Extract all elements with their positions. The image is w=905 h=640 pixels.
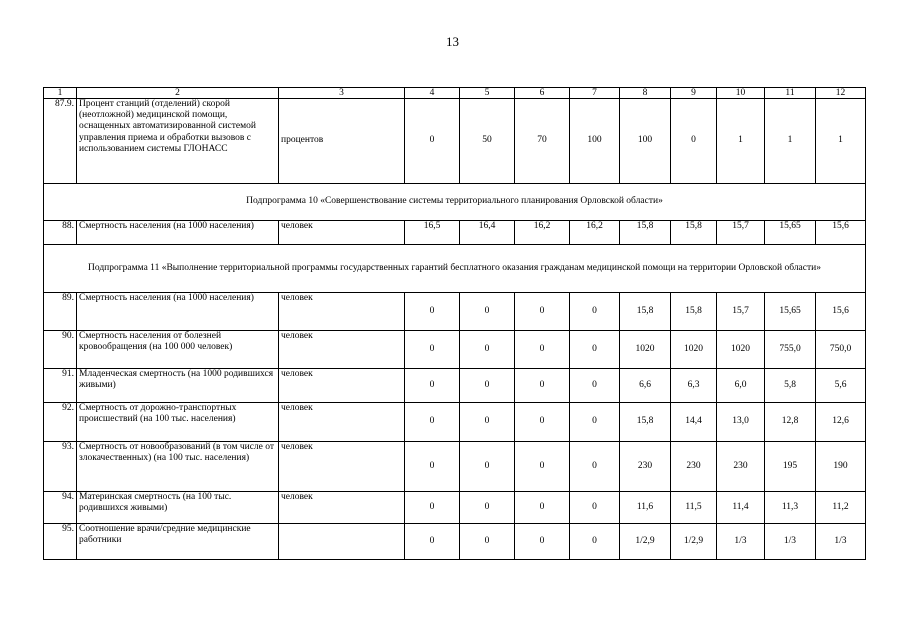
value-cell: 1/3 <box>765 524 816 560</box>
column-header: 3 <box>279 88 405 99</box>
value-cell: 11,5 <box>671 492 717 524</box>
indicator-name: Смертность от дорожно-транспортных происшествий (на 100 тыс. населения) <box>77 403 279 442</box>
value-cell: 1/3 <box>717 524 765 560</box>
table-row <box>44 403 866 442</box>
column-header: 10 <box>717 88 765 99</box>
value-cell: 12,6 <box>816 403 866 442</box>
value-cell: 15,65 <box>765 221 816 245</box>
indicators-table <box>43 87 866 560</box>
value-cell: 15,65 <box>765 293 816 331</box>
indicator-name: Процент станций (отделений) скорой (неотложной) медицинской помощи, оснащенных автоматизированной системой управления приема и обработки вызовов с использованием системы ГЛОНАСС <box>77 99 279 184</box>
value-cell: 15,8 <box>620 403 671 442</box>
value-cell: 230 <box>717 442 765 492</box>
value-cell: 230 <box>620 442 671 492</box>
value-cell: 0 <box>405 293 460 331</box>
row-number: 87.9. <box>44 99 77 184</box>
value-cell: 0 <box>405 442 460 492</box>
value-cell: 15,6 <box>816 221 866 245</box>
value-cell: 16,4 <box>460 221 515 245</box>
value-cell: 0 <box>515 369 570 403</box>
unit-cell: человек <box>279 442 405 492</box>
value-cell: 0 <box>405 492 460 524</box>
column-header: 7 <box>570 88 620 99</box>
column-header: 6 <box>515 88 570 99</box>
table-row <box>44 524 866 560</box>
value-cell: 6,0 <box>717 369 765 403</box>
value-cell: 15,6 <box>816 293 866 331</box>
value-cell: 1/2,9 <box>671 524 717 560</box>
value-cell: 1/2,9 <box>620 524 671 560</box>
value-cell: 0 <box>570 403 620 442</box>
column-header: 8 <box>620 88 671 99</box>
value-cell: 0 <box>460 524 515 560</box>
value-cell: 6,6 <box>620 369 671 403</box>
value-cell: 5,8 <box>765 369 816 403</box>
value-cell: 0 <box>405 99 460 184</box>
unit-cell: человек <box>279 331 405 369</box>
value-cell: 0 <box>460 293 515 331</box>
indicator-name: Смертность населения от болезней кровообращения (на 100 000 человек) <box>77 331 279 369</box>
value-cell: 5,6 <box>816 369 866 403</box>
value-cell: 0 <box>570 524 620 560</box>
table-row <box>44 442 866 492</box>
value-cell: 0 <box>515 524 570 560</box>
column-header: 9 <box>671 88 717 99</box>
value-cell: 0 <box>460 331 515 369</box>
value-cell: 11,6 <box>620 492 671 524</box>
table-row <box>44 331 866 369</box>
value-cell: 0 <box>570 331 620 369</box>
value-cell: 1 <box>816 99 866 184</box>
indicator-name: Смертность от новообразований (в том числе от злокачественных) (на 100 тыс. населения) <box>77 442 279 492</box>
value-cell: 100 <box>570 99 620 184</box>
indicator-name: Смертность населения (на 1000 населения) <box>77 293 279 331</box>
value-cell: 0 <box>460 442 515 492</box>
subprogram-row <box>44 184 866 221</box>
value-cell: 0 <box>515 331 570 369</box>
value-cell: 0 <box>405 524 460 560</box>
subprogram-row <box>44 245 866 293</box>
value-cell: 70 <box>515 99 570 184</box>
column-header: 1 <box>44 88 77 99</box>
value-cell: 12,8 <box>765 403 816 442</box>
value-cell: 0 <box>515 403 570 442</box>
column-header: 12 <box>816 88 866 99</box>
unit-cell <box>279 524 405 560</box>
unit-cell: человек <box>279 369 405 403</box>
row-number: 93. <box>44 442 77 492</box>
value-cell: 15,7 <box>717 221 765 245</box>
value-cell: 11,3 <box>765 492 816 524</box>
value-cell: 190 <box>816 442 866 492</box>
value-cell: 15,8 <box>671 221 717 245</box>
value-cell: 6,3 <box>671 369 717 403</box>
indicator-name: Соотношение врачи/средние медицинские работники <box>77 524 279 560</box>
subprogram-heading: Подпрограмма 10 «Совершенствование системы территориального планирования Орловской области» <box>44 184 866 221</box>
table-row <box>44 492 866 524</box>
table-header-row <box>44 88 866 99</box>
unit-cell: человек <box>279 492 405 524</box>
value-cell: 755,0 <box>765 331 816 369</box>
indicator-name: Младенческая смертность (на 1000 родившихся живыми) <box>77 369 279 403</box>
value-cell: 15,7 <box>717 293 765 331</box>
value-cell: 0 <box>515 293 570 331</box>
value-cell: 0 <box>570 492 620 524</box>
table-row <box>44 99 866 184</box>
row-number: 95. <box>44 524 77 560</box>
unit-cell: человек <box>279 403 405 442</box>
value-cell: 1 <box>765 99 816 184</box>
indicator-name: Материнская смертность (на 100 тыс. родившихся живыми) <box>77 492 279 524</box>
value-cell: 15,8 <box>671 293 717 331</box>
value-cell: 15,8 <box>620 293 671 331</box>
table-row <box>44 369 866 403</box>
value-cell: 1/3 <box>816 524 866 560</box>
row-number: 89. <box>44 293 77 331</box>
page-number: 13 <box>446 34 459 49</box>
unit-cell: человек <box>279 221 405 245</box>
value-cell: 0 <box>515 442 570 492</box>
value-cell: 0 <box>460 492 515 524</box>
row-number: 90. <box>44 331 77 369</box>
value-cell: 1020 <box>671 331 717 369</box>
unit-cell: человек <box>279 293 405 331</box>
value-cell: 750,0 <box>816 331 866 369</box>
value-cell: 15,8 <box>620 221 671 245</box>
unit-cell: процентов <box>279 99 405 184</box>
value-cell: 16,5 <box>405 221 460 245</box>
value-cell: 50 <box>460 99 515 184</box>
column-header: 4 <box>405 88 460 99</box>
value-cell: 1020 <box>717 331 765 369</box>
value-cell: 0 <box>570 293 620 331</box>
value-cell: 11,4 <box>717 492 765 524</box>
table-row <box>44 221 866 245</box>
value-cell: 195 <box>765 442 816 492</box>
value-cell: 0 <box>405 369 460 403</box>
value-cell: 0 <box>460 403 515 442</box>
value-cell: 16,2 <box>570 221 620 245</box>
column-header: 2 <box>77 88 279 99</box>
value-cell: 1 <box>717 99 765 184</box>
subprogram-heading: Подпрограмма 11 «Выполнение территориальной программы государственных гарантий бесплатного оказания гражданам медицинской помощи на территории Орловской области» <box>44 245 866 293</box>
table-row <box>44 293 866 331</box>
value-cell: 0 <box>460 369 515 403</box>
row-number: 91. <box>44 369 77 403</box>
value-cell: 11,2 <box>816 492 866 524</box>
value-cell: 230 <box>671 442 717 492</box>
row-number: 94. <box>44 492 77 524</box>
indicator-name: Смертность населения (на 1000 населения) <box>77 221 279 245</box>
row-number: 88. <box>44 221 77 245</box>
value-cell: 0 <box>405 403 460 442</box>
value-cell: 0 <box>405 331 460 369</box>
column-header: 11 <box>765 88 816 99</box>
value-cell: 100 <box>620 99 671 184</box>
row-number: 92. <box>44 403 77 442</box>
value-cell: 0 <box>570 442 620 492</box>
column-header: 5 <box>460 88 515 99</box>
value-cell: 0 <box>570 369 620 403</box>
value-cell: 0 <box>671 99 717 184</box>
value-cell: 14,4 <box>671 403 717 442</box>
value-cell: 16,2 <box>515 221 570 245</box>
value-cell: 0 <box>515 492 570 524</box>
value-cell: 1020 <box>620 331 671 369</box>
value-cell: 13,0 <box>717 403 765 442</box>
